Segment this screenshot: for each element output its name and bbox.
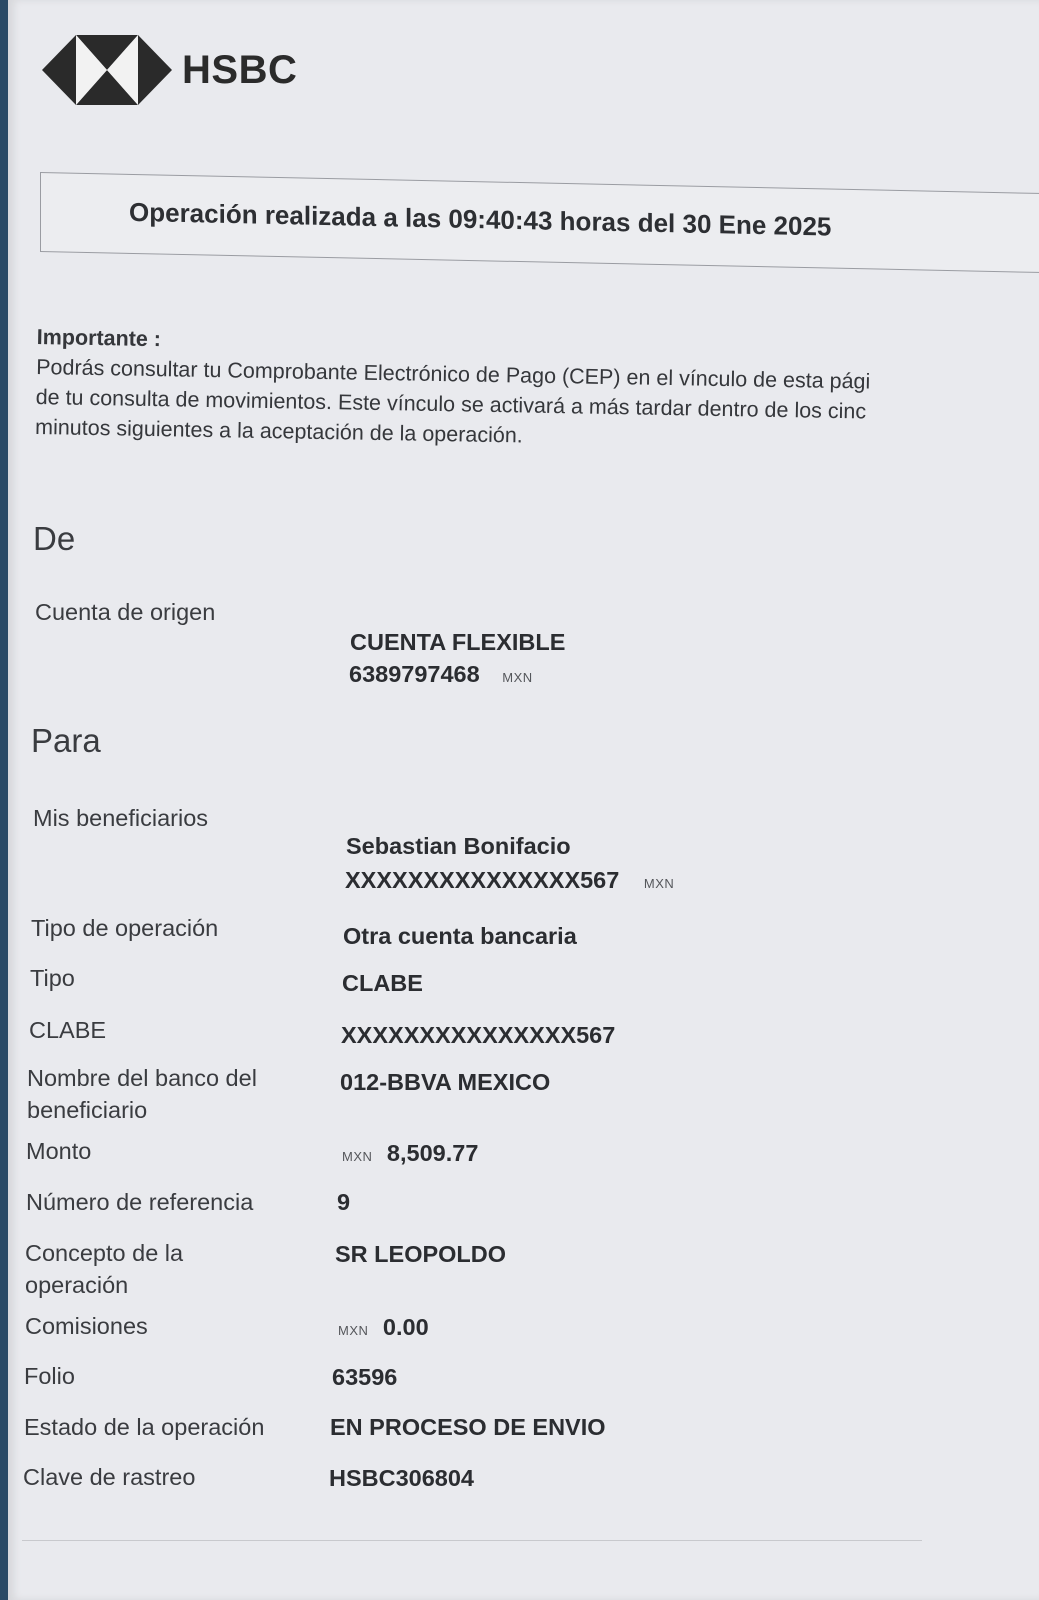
bank-name-value: 012-BBVA MEXICO [340,1069,551,1095]
important-line: Podrás consultar tu Comprobante Electrónico de Pago (CEP) en el vínculo de esta pági [36,354,871,394]
important-line: minutos siguientes a la aceptación de la operación. [34,414,523,448]
divider [22,1540,922,1541]
clabe-value: XXXXXXXXXXXXXXX567 [341,1022,616,1048]
operation-notice: Operación realizada a las 09:40:43 horas del 30 Ene 2025 [129,196,832,242]
section-title-from: De [33,520,76,557]
tracking-key-value: HSBC306804 [329,1465,475,1491]
origin-account-number: 6389797468 [349,661,480,687]
bank-name-label-line: beneficiario [27,1097,148,1123]
folio-label: Folio [24,1363,75,1389]
folio-value: 63596 [332,1364,398,1390]
reference-number-value: 9 [337,1189,351,1215]
important-line: de tu consulta de movimientos. Este vínculo se activará a más tardar dentro de los cinc [35,384,867,424]
page-edge [0,0,8,1600]
origin-account-name: CUENTA FLEXIBLE [350,629,566,655]
origin-account-label: Cuenta de origen [35,599,216,625]
currency-code: MXN [502,670,533,685]
type-label: Tipo [30,965,75,991]
operation-type-value: Otra cuenta bancaria [343,923,577,949]
hsbc-hexagon-logo-icon [42,35,172,105]
beneficiary-name: Sebastian Bonifacio [346,833,571,859]
reference-number-label: Número de referencia [26,1189,254,1215]
concept-value: SR LEOPOLDO [335,1241,507,1267]
type-value: CLABE [342,970,423,996]
beneficiary-account: XXXXXXXXXXXXXXX567 [345,867,620,893]
beneficiary-account-row [345,864,674,900]
status-value: EN PROCESO DE ENVIO [330,1414,606,1440]
section-title-to: Para [31,722,101,759]
currency-code: MXN [643,876,675,891]
concept-label-line: Concepto de la [25,1240,184,1266]
bank-name-label [27,1062,257,1126]
concept-label-line: operación [25,1272,129,1298]
currency-code: MXN [338,1323,369,1338]
beneficiaries-label: Mis beneficiarios [33,805,209,831]
fees-label: Comisiones [25,1313,148,1339]
amount-row [342,1137,478,1173]
clabe-label: CLABE [29,1017,107,1043]
brand-name: HSBC [182,47,298,92]
fees-value: 0.00 [382,1314,429,1340]
concept-label [25,1237,183,1301]
important-notice [35,322,1027,459]
important-label: Importante : [36,324,162,352]
tracking-key-label: Clave de rastreo [23,1464,196,1490]
hsbc-logo [42,35,297,105]
amount-value: 8,509.77 [386,1140,479,1166]
amount-label: Monto [26,1138,92,1164]
origin-account-number-row [349,658,533,694]
fees-row [338,1311,429,1347]
status-label: Estado de la operación [24,1414,265,1440]
bank-name-label-line: Nombre del banco del [27,1065,257,1091]
operation-type-label: Tipo de operación [31,915,219,941]
currency-code: MXN [342,1149,373,1164]
